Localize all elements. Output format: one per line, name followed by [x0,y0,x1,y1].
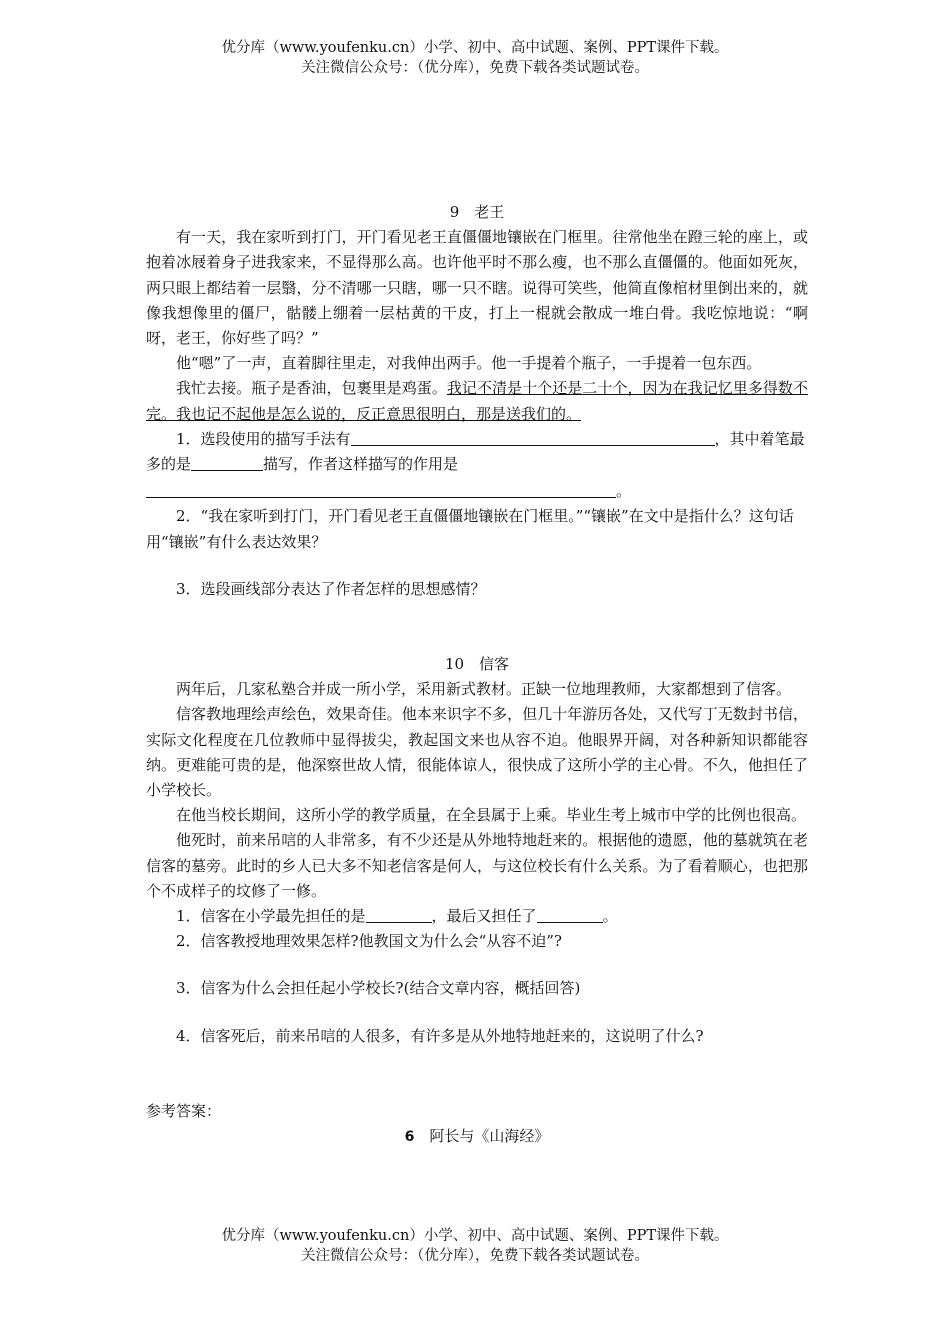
section-10-paragraph-1: 两年后，几家私塾合并成一所小学，采用新式教材。正缺一位地理教师，大家都想到了信客。 [176,680,792,699]
footer-line-2: 关注微信公众号：（优分库），免费下载各类试题试卷。 [301,1248,649,1264]
answer-blank-first-role[interactable] [366,904,432,923]
answer-blank-techniques[interactable] [351,427,715,446]
question-10-1-part-b: ，最后又担任了 [431,907,537,926]
section-9-paragraph-2: 他“嗯”了一声，直着脚往里走，对我伸出两手。他一手提着个瓶子，一手提着一包东西。 [176,354,762,373]
question-9-1 [146,427,808,477]
answers-label: 参考答案： [146,1101,222,1120]
paragraph-3-plain-text: 我忙去接。瓶子是香油，包裹里是鸡蛋。 [176,379,447,398]
header-line-2: 关注微信公众号：（优分库），免费下载各类试题试卷。 [301,60,649,76]
answer-blank-last-role[interactable] [537,904,603,923]
answer-section-number: 6 [404,1129,415,1146]
question-10-3: 3．信客为什么会担任起小学校长?(结合文章内容，概括回答) [176,979,581,998]
answer-section-title [146,1124,808,1150]
header-top [0,38,950,78]
question-10-2: 2．信客教授地理效果怎样?他教国文为什么会“从容不迫”? [176,932,562,951]
question-9-2: 2．“我在家听到打门，开门看见老王直僵僵地镶嵌在门框里。”“镶嵌”在文中是指什么？这句话用“镶嵌”有什么表达效果？ [146,507,794,551]
answer-blank-main-description[interactable] [191,452,263,471]
section-9-title: 9 老王 [449,203,505,221]
question-9-1-continued [146,479,808,504]
document-body [146,200,808,1150]
underlined-passage: 我记不清是十个还是二十个，因为在我记忆里多得数不完。我也记不起他是怎么说的，反正意思很明白，那是送我们的。 [146,379,808,423]
answer-blank-effect[interactable] [146,479,616,498]
footer-line-1: 优分库（www.youfenku.cn）小学、初中、高中试题、案例、PPT课件下载。 [221,1228,729,1244]
question-10-1-end: 。 [602,907,618,926]
question-10-4: 4．信客死后，前来吊唁的人很多，有许多是从外地特地赶来的，这说明了什么? [176,1026,704,1045]
question-10-1-part-a: 1．信客在小学最先担任的是 [176,907,366,926]
section-9-paragraph-1: 有一天，我在家听到打门，开门看见老王直僵僵地镶嵌在门框里。往常他坐在蹬三轮的座上，或抱着冰屐着身子进我家来，不显得那么高。也许他平时不那么瘦，也不那么直僵僵的。他面如死灰，两只眼上都结着一层翳，分不清哪一只瞎，哪一只不瞎。说得可笑些，他简直像棺材里倒出来的，就像我想像里的僵尸，骷髅上绷着一层枯黄的干皮，打上一棍就会散成一堆白骨。我吃惊地说：“啊呀，老王，你好些了吗？” [146,228,808,348]
section-10-paragraph-4: 他死时，前来吊唁的人非常多，有不少还是从外地特地赶来的。根据他的遗愿，他的墓就筑在老信客的墓旁。此时的乡人已大多不知老信客是何人，与这位校长有什么关系。为了看着顺心，也把那个不成样子的坟修了一修。 [146,831,808,900]
question-10-1 [146,904,808,929]
section-10-paragraph-3: 在他当校长期间，这所小学的教学质量，在全县属于上乘。毕业生考上城市中学的比例也很高。 [176,806,807,825]
header-line-1: 优分库（www.youfenku.cn）小学、初中、高中试题、案例、PPT课件下载。 [221,40,729,56]
question-9-3: 3．选段画线部分表达了作者怎样的思想感情？ [176,579,486,598]
section-9-paragraph-3 [146,376,808,426]
question-9-1-part-b: ，其中着笔最多的是 [146,429,805,474]
section-10-paragraph-2: 信客教地理绘声绘色，效果奇佳。他本来识字不多，但几十年游历各处，又代写丁无数封书信，实际文化程度在几位教师中显得拔尖，教起国文来也从容不迫。他眼界开阔，对各种新知识都能容纳。更难能可贵的是，他深察世故人情，很能体谅人，很快成了这所小学的主心骨。不久，他担任了小学校长。 [146,705,808,800]
footer-bottom [0,1226,950,1266]
question-9-1-end: 。 [616,482,632,501]
answer-section-name: 阿长与《山海经》 [429,1127,550,1146]
question-9-1-part-c: 描写，作者这样描写的作用是 [263,455,459,474]
question-9-1-part-a: 1．选段使用的描写手法有 [176,429,351,448]
section-10-title: 10 信客 [444,655,510,674]
